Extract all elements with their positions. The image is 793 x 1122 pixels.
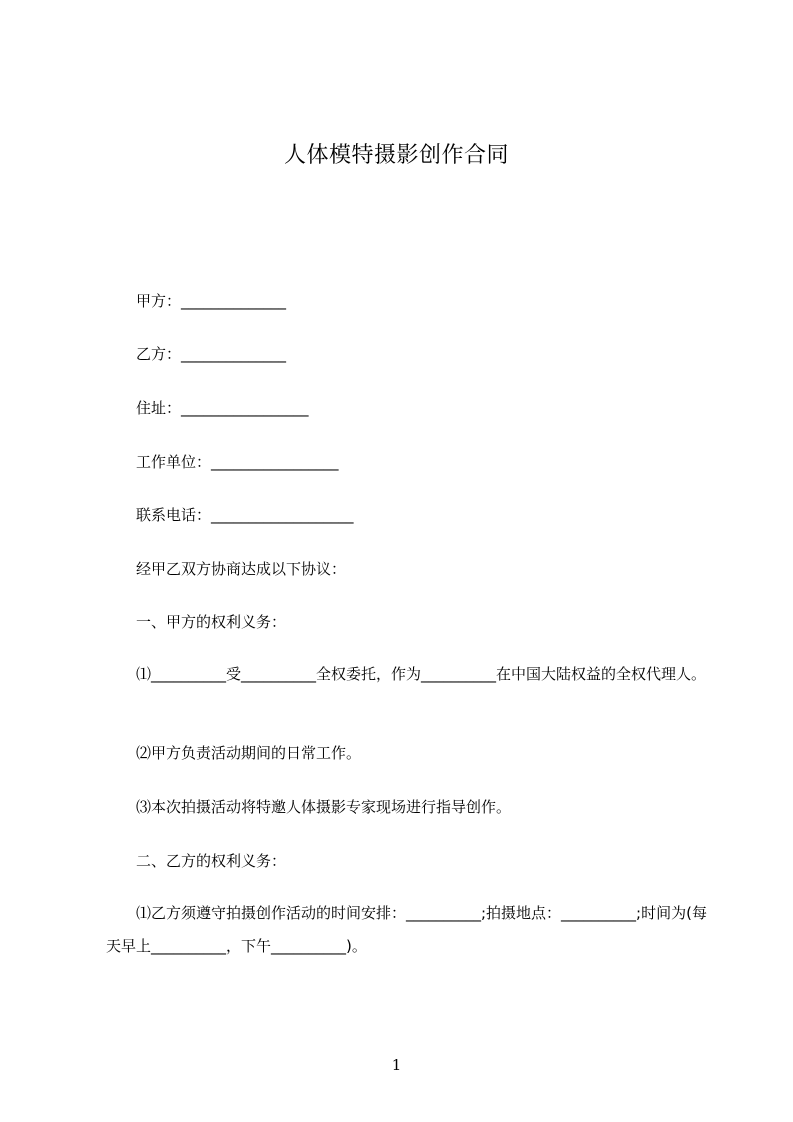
address-field: 住址：_________________ <box>136 399 309 417</box>
section-1-heading: 一、甲方的权利义务： <box>136 613 287 631</box>
section-1-item-2: ⑵甲方负责活动期间的日常工作。 <box>136 744 362 762</box>
section-1-item-1 <box>106 658 718 691</box>
employer-field: 工作单位：_________________ <box>136 453 339 471</box>
section-2-item-1 <box>106 897 718 963</box>
page-number: 1 <box>391 1056 402 1074</box>
party-b-field: 乙方：______________ <box>136 345 287 363</box>
phone-field: 联系电话：___________________ <box>136 506 354 524</box>
section-1-item-1-text: ⑴__________受__________全权委托，作为__________在中国大陆权益的全权代理人。 <box>136 665 707 683</box>
section-1-item-3: ⑶本次拍摄活动将特邀人体摄影专家现场进行指导创作。 <box>136 798 512 816</box>
document-title: 人体模特摄影创作合同 <box>283 143 509 168</box>
party-a-field: 甲方：______________ <box>136 292 287 310</box>
section-2-heading: 二、乙方的权利义务： <box>136 852 287 870</box>
section-2-item-1-text: ⑴乙方须遵守拍摄创作活动的时间安排：__________;拍摄地点：__________;时间为(每天早上__________，下午__________)。 <box>106 904 707 955</box>
intro-text: 经甲乙双方协商达成以下协议： <box>136 560 347 578</box>
